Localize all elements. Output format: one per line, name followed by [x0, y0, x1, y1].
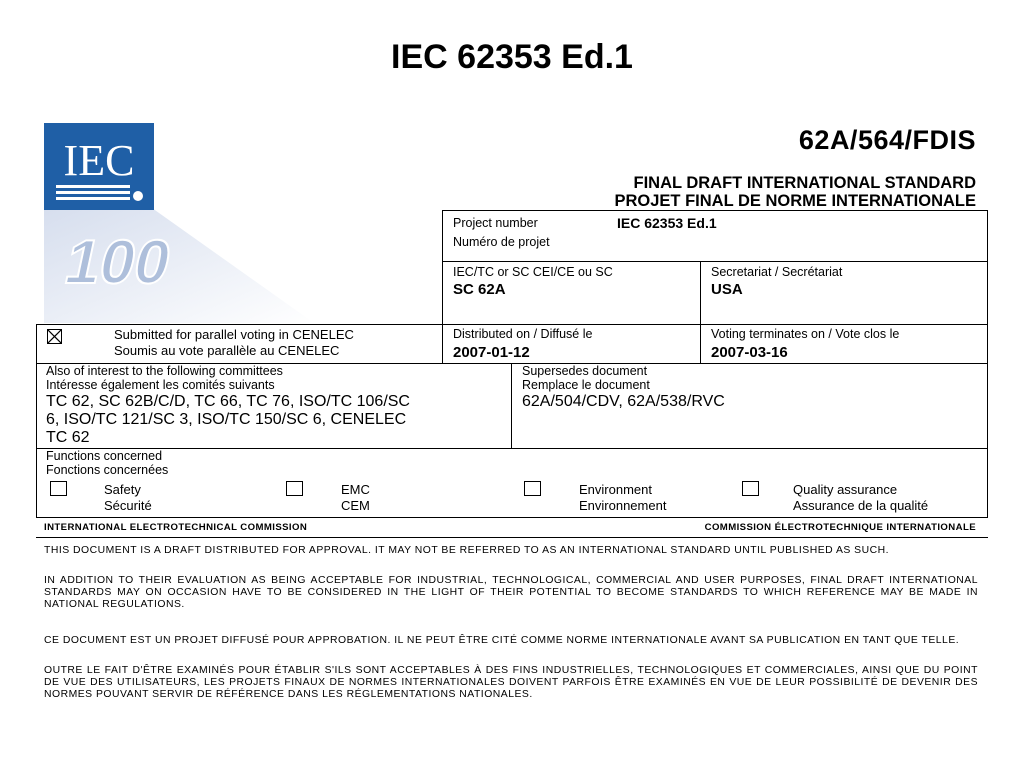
- emc-label-en: EMC: [341, 482, 370, 497]
- checkmark-x-icon: [48, 330, 61, 343]
- quality-assurance-checkbox[interactable]: [742, 481, 759, 496]
- project-number-label-fr: Numéro de projet: [453, 235, 550, 249]
- notice-en-1: THIS DOCUMENT IS A DRAFT DISTRIBUTED FOR APPROVAL. IT MAY NOT BE REFERRED TO AS AN INTERNATIONAL STANDARD UNTIL PUBLISHED AS SUCH.: [44, 545, 890, 556]
- quality-assurance-label-fr: Assurance de la qualité: [793, 498, 929, 513]
- notice-fr-2: OUTRE LE FAIT D'ÊTRE EXAMINÉS POUR ÉTABLIR S'ILS SONT ACCEPTABLES À DES FINS INDUSTRIELLES, TECHNOLOGIQUES ET COMMERCIALES, AINSI QUE DU POINT DE VUE DES UTILISATEURS, LES PROJETS FINAUX DE NORMES INTERNATIONALES DOIVENT PARFOIS ÊTRE EXAMINÉS EN VUE DE LEUR POSSIBILITÉ DE DEVENIR DES NORMES POUVANT SERVIR DE RÉFÉRENCE DANS LES RÉGLEMENTATIONS NATIONALES.: [44, 665, 978, 700]
- svg-text:100: 100: [59, 227, 178, 297]
- cenelec-label-fr: Soumis au vote parallèle au CENELEC: [114, 343, 340, 358]
- voting-value: 2007-03-16: [711, 344, 788, 361]
- environment-label-en: Environment: [579, 482, 652, 497]
- interest-label-fr: Intéresse également les comités suivants: [46, 378, 275, 392]
- interest-value-line-1: TC 62, SC 62B/C/D, TC 66, TC 76, ISO/TC 106/SC: [46, 393, 410, 410]
- slide-title: IEC 62353 Ed.1: [391, 38, 633, 76]
- quality-assurance-label-en: Quality assurance: [793, 482, 898, 497]
- document-reference: 62A/564/FDIS: [798, 125, 976, 155]
- emc-checkbox[interactable]: [286, 481, 303, 496]
- iec-logo: [44, 123, 314, 323]
- emc-label-fr: CEM: [341, 498, 370, 513]
- svg-text:IEC: IEC: [63, 136, 135, 185]
- distributed-cell: [442, 324, 701, 364]
- functions-label-fr: Fonctions concernées: [46, 463, 169, 477]
- environment-checkbox[interactable]: [524, 481, 541, 496]
- notice-en-2: IN ADDITION TO THEIR EVALUATION AS BEING ACCEPTABLE FOR INDUSTRIAL, TECHNOLOGICAL, COMMERCIAL AND USER PURPOSES, FINAL DRAFT INTERNATIONAL STANDARDS MAY ON OCCASION HAVE TO BE CONSIDERED IN THE LIGHT OF THEIR POTENTIAL TO BECOME STANDARDS TO WHICH REFERENCE MAY BE MADE IN NATIONAL REGULATIONS.: [44, 575, 978, 610]
- supersedes-label-fr: Remplace le document: [522, 378, 650, 392]
- project-number-label-en: Project number: [453, 216, 538, 230]
- organization-name-en: INTERNATIONAL ELECTROTECHNICAL COMMISSION: [44, 522, 308, 533]
- supersedes-value: 62A/504/CDV, 62A/538/RVC: [522, 393, 725, 410]
- committee-value: SC 62A: [453, 281, 506, 298]
- distributed-label: Distributed on / Diffusé le: [453, 327, 593, 341]
- functions-label-en: Functions concerned: [46, 449, 163, 463]
- interest-value-line-2: 6, ISO/TC 121/SC 3, ISO/TC 150/SC 6, CENELEC: [46, 411, 407, 428]
- committee-cell: [442, 261, 701, 325]
- committee-label: IEC/TC or SC CEI/CE ou SC: [453, 265, 613, 279]
- safety-label-en: Safety: [104, 482, 141, 497]
- footer-divider: [36, 537, 988, 538]
- distributed-value: 2007-01-12: [453, 344, 530, 361]
- secretariat-value: USA: [711, 281, 743, 298]
- iec-logo-graphic: [44, 123, 314, 323]
- supersedes-cell: [511, 363, 988, 449]
- secretariat-cell: [700, 261, 988, 325]
- secretariat-label: Secretariat / Secrétariat: [711, 265, 843, 279]
- document-type-en: FINAL DRAFT INTERNATIONAL STANDARD: [633, 174, 976, 192]
- interest-cell: [36, 363, 512, 449]
- cenelec-cell: [36, 324, 443, 364]
- organization-name-fr: COMMISSION ÉLECTROTECHNIQUE INTERNATIONALE: [704, 522, 976, 533]
- cenelec-label-en: Submitted for parallel voting in CENELEC: [114, 327, 354, 342]
- interest-value-line-3: TC 62: [46, 429, 90, 446]
- document-type-fr: PROJET FINAL DE NORME INTERNATIONALE: [614, 192, 976, 210]
- safety-checkbox[interactable]: [50, 481, 67, 496]
- interest-label-en: Also of interest to the following committees: [46, 364, 283, 378]
- environment-label-fr: Environnement: [579, 498, 667, 513]
- voting-label: Voting terminates on / Vote clos le: [711, 327, 900, 341]
- project-number-value: IEC 62353 Ed.1: [617, 215, 717, 231]
- voting-cell: [700, 324, 988, 364]
- supersedes-label-en: Supersedes document: [522, 364, 648, 378]
- functions-cell: [36, 448, 988, 518]
- cenelec-checkbox[interactable]: [47, 329, 62, 344]
- notice-fr-1: CE DOCUMENT EST UN PROJET DIFFUSÉ POUR APPROBATION. IL NE PEUT ÊTRE CITÉ COMME NORME INTERNATIONALE AVANT SA PUBLICATION EN TANT QUE TELLE.: [44, 635, 960, 646]
- safety-label-fr: Sécurité: [104, 498, 152, 513]
- project-number-cell: [442, 210, 988, 262]
